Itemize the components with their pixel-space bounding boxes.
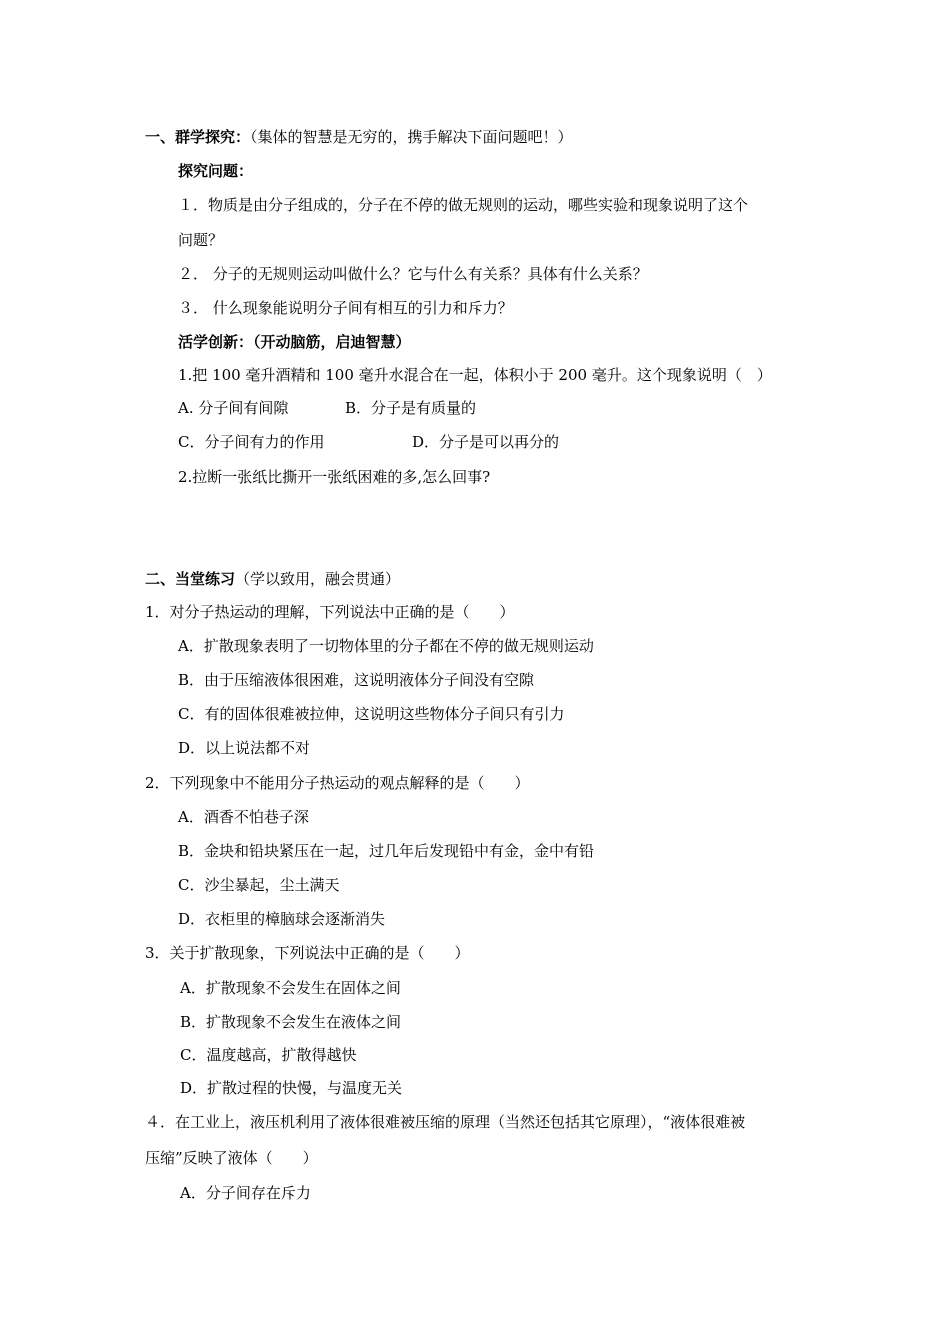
s1-question1-line1: １．物质是由分子组成的，分子在不停的做无规则的运动，哪些实验和现象说明了这个 bbox=[178, 196, 749, 214]
section1-heading-line bbox=[145, 127, 573, 147]
s1-question1-line2: 问题？ bbox=[178, 231, 224, 249]
creative-heading: 活学创新：（开动脑筋，启迪智慧） bbox=[178, 333, 411, 351]
s2-q3-option-d: D．扩散过程的快慢，与温度无关 bbox=[180, 1079, 403, 1097]
creative-question1: 1.把 100 毫升酒精和 100 毫升水混合在一起，体积小于 200 毫升。这个现象说明（ ） bbox=[178, 366, 772, 384]
s2-q2-option-d: D．衣柜里的樟脑球会逐渐消失 bbox=[178, 910, 386, 928]
creative-q1-option-d: D．分子是可以再分的 bbox=[412, 433, 560, 451]
section2-heading: 二、当堂练习 bbox=[145, 570, 236, 588]
s1-question3: ３． 什么现象能说明分子间有相互的引力和斥力？ bbox=[178, 299, 513, 317]
s2-question2: 2．下列现象中不能用分子热运动的观点解释的是（ ） bbox=[145, 774, 530, 792]
s2-q1-option-a: A．扩散现象表明了一切物体里的分子都在不停的做无规则运动 bbox=[178, 637, 594, 655]
s2-q3-option-c: C．温度越高，扩散得越快 bbox=[180, 1046, 357, 1064]
s2-q1-option-b: B．由于压缩液体很困难，这说明液体分子间没有空隙 bbox=[178, 671, 535, 689]
s2-q2-option-b: B．金块和铅块紧压在一起，过几年后发现铅中有金，金中有铅 bbox=[178, 842, 595, 860]
s2-q3-option-b: B．扩散现象不会发生在液体之间 bbox=[180, 1013, 402, 1031]
s2-q4-option-a: A．分子间存在斥力 bbox=[180, 1184, 311, 1202]
section1-subheading: 探究问题： bbox=[178, 162, 254, 180]
creative-q1-option-b: B．分子是有质量的 bbox=[345, 399, 477, 417]
section1-heading: 一、群学探究： bbox=[145, 128, 251, 146]
s2-question1: 1．对分子热运动的理解，下列说法中正确的是（ ） bbox=[145, 603, 515, 621]
section1-heading-note: （集体的智慧是无穷的，携手解决下面问题吧！） bbox=[250, 128, 573, 146]
creative-q1-option-a: A. 分子间有间隙 bbox=[178, 399, 289, 417]
s1-question2: ２． 分子的无规则运动叫做什么？它与什么有关系？具体有什么关系？ bbox=[178, 265, 648, 283]
s2-q1-option-d: D．以上说法都不对 bbox=[178, 739, 311, 757]
s2-question4-line1: ４．在工业上，液压机利用了液体很难被压缩的原理（当然还包括其它原理），“液体很难被 bbox=[145, 1113, 746, 1131]
creative-q1-option-c: C．分子间有力的作用 bbox=[178, 433, 325, 451]
section2-heading-line bbox=[145, 569, 400, 589]
s2-q3-option-a: A．扩散现象不会发生在固体之间 bbox=[180, 979, 401, 997]
section2-heading-note: （学以致用，融会贯通） bbox=[235, 570, 401, 588]
s2-question3: 3．关于扩散现象，下列说法中正确的是（ ） bbox=[145, 944, 470, 962]
s2-q1-option-c: C．有的固体很难被拉伸，这说明这些物体分子间只有引力 bbox=[178, 705, 565, 723]
creative-question2: 2.拉断一张纸比撕开一张纸困难的多,怎么回事? bbox=[178, 468, 491, 486]
s2-q2-option-c: C．沙尘暴起，尘土满天 bbox=[178, 876, 340, 894]
s2-question4-line2: 压缩”反映了液体（ ） bbox=[145, 1149, 318, 1167]
s2-q2-option-a: A．酒香不怕巷子深 bbox=[178, 808, 309, 826]
